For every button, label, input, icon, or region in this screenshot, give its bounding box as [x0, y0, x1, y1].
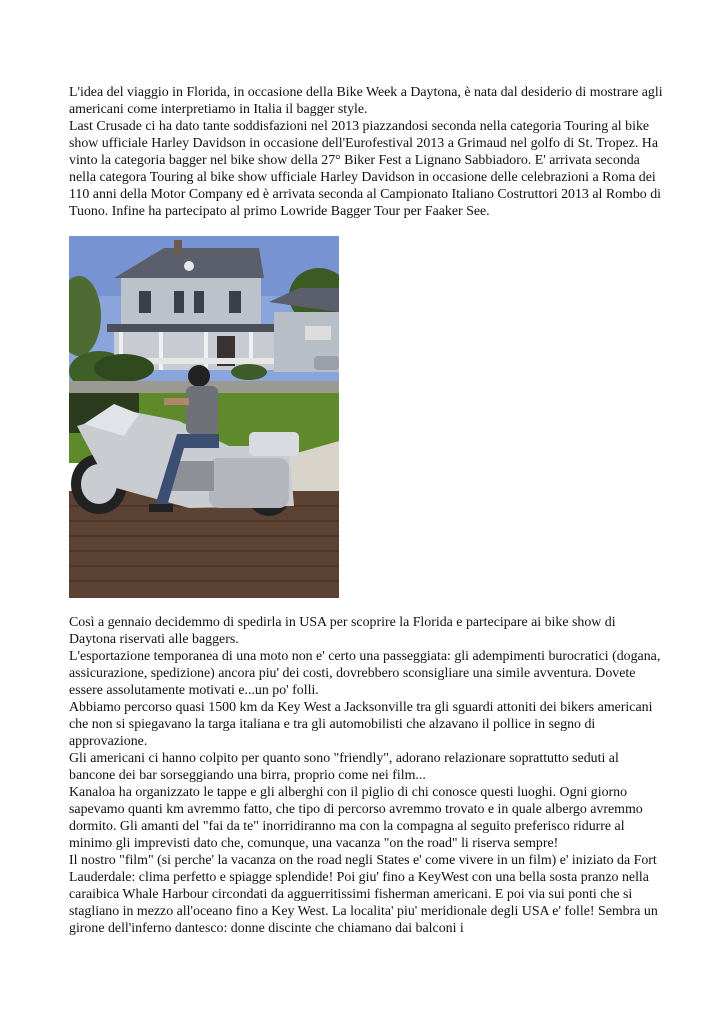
body-paragraph-5: Kanaloa ha organizzato le tappe e gli alberghi con il piglio di chi conosce questi luoghi. Ogni giorno sapevamo quanti km avremmo fatto, che tipo di percorso avremmo trovato e in quale albergo avremmo dormito. Gli amanti del "fai da te" inorridiranno ma con la compagna al seguito preferisco ridurre al minimo gli imprevisti dato che, comunque, una vacanza "on the road" li riserva sempre!	[69, 785, 643, 851]
body-paragraph-2: L'esportazione temporanea di una moto non e' certo una passeggiata: gli adempimenti burocratici (dogana, assicurazione, spedizione) ancora piu' dei costi, dovrebbero sconsigliare una simile avventura. Dovete essere assolutamente motivati e...un po' folli.	[69, 649, 661, 698]
document-page	[69, 84, 664, 937]
intro-paragraph-2: Last Crusade ci ha dato tante soddisfazioni nel 2013 piazzandosi seconda nella categoria Touring al bike show ufficiale Harley Davidson in occasione dell'Eurofestival 2013 a Grimaud nel golfo di St. Tropez. Ha vinto la categoria bagger nel bike show della 27° Biker Fest a Lignano Sabbiadoro. E' arrivata seconda nella categora Touring al bike show ufficiale Harley Davidson in occasione delle celebrazioni a Roma dei 110 anni della Motor Company ed è arrivata seconda al Campionato Italiano Costruttori 2013 al Rombo di Tuono. Infine ha partecipato al primo Lowride Bagger Tour per Faaker See.	[69, 119, 662, 219]
body-paragraph-1: Così a gennaio decidemmo di spedirla in USA per scoprire la Florida e partecipare ai bike show di Daytona riservati alle baggers.	[69, 615, 616, 647]
body-paragraph-3: Abbiamo percorso quasi 1500 km da Key West a Jacksonville tra gli sguardi attoniti dei bikers americani che non si spiegavano la targa italiana e tra gli automobilisti che alzavano il pollice in segno di approvazione.	[69, 700, 653, 749]
body-paragraph-4: Gli americani ci hanno colpito per quanto sono "friendly", adorano relazionare soprattutto seduti al bancone dei bar sorseggiando una birra, proprio come nei film...	[69, 751, 619, 783]
body-paragraph-6: Il nostro "film" (si perche' la vacanza on the road negli States e' come vivere in un film) e' iniziato da Fort Lauderdale: clima perfetto e spiagge splendide! Poi giu' fino a KeyWest con una bella sosta pranzo nella caraibica Whale Harbour circondati da agguerritissimi fisherman americani. E poi via sui ponti che si stagliano in mezzo all'oceano fino a Key West. La localita' piu' meridionale degli USA e' folle! Sembra un girone dell'inferno dantesco: donne discinte che chiamano dai balconi i	[69, 853, 658, 936]
intro-paragraph-1: L'idea del viaggio in Florida, in occasione della Bike Week a Daytona, è nata dal desiderio di mostrare agli americani come interpretiamo in Italia il bagger style.	[69, 85, 663, 117]
motorcycle-house-photo	[69, 236, 339, 598]
